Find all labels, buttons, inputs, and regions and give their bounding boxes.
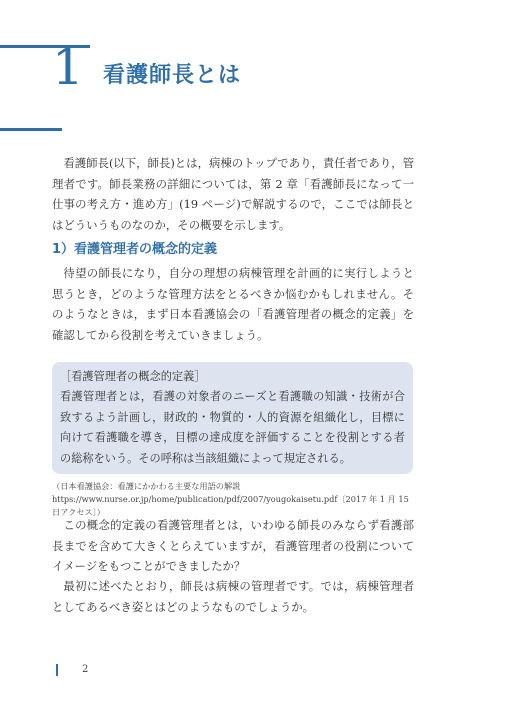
chapter-title: 看護師長とは xyxy=(103,63,242,88)
citation: （日本看護協会：看護にかかわる主要な用語の解説 https://www.nurse.or.jp/home/publication/pdf/2007/yougokaisetu.pdf〔2017 年 1 月 15 日アクセス〕） xyxy=(52,481,409,517)
definition-title: ［看護管理者の概念的定義］ xyxy=(60,370,206,383)
chapter-number: 1 xyxy=(52,38,84,96)
body-paragraph-2: この概念的定義の看護管理者とは，いわゆる師長のみならず看護部長までを含めて大きくとらえていますが，看護管理者の役割についてイメージをもつことができましたか？ xyxy=(52,518,414,573)
page-number: 2 xyxy=(82,664,89,675)
footer-marker xyxy=(56,664,58,676)
section-heading: 1）看護管理者の概念的定義 xyxy=(52,242,218,257)
definition-body: 看護管理者とは，看護の対象者のニーズと看護職の知識・技術が合致するよう計画し，財政的・物質的・人的資源を組織化し，目標に向けて看護職を導き，目標の達成度を評価することを役割とする者の総称をいう。その呼称は当該組織によって規定される。 xyxy=(60,390,405,465)
body-paragraph-1: 待望の師長になり，自分の理想の病棟管理を計画的に実行しようと思うとき，どのような管理方法をとるべきか悩むかもしれません。そのようなときは，まず日本看護協会の「看護管理者の概念的定義」を確認してから役割を考えていきましょう。 xyxy=(52,266,414,342)
body-paragraph-3: 最初に述べたとおり，師長は病棟の管理者です。では，病棟管理者としてあるべき姿とはどのようなものでしょうか。 xyxy=(52,579,414,614)
definition-box xyxy=(52,362,413,474)
intro-paragraph: 看護師長(以下，師長)とは，病棟のトップであり，責任者であり，管理者です。師長業務の詳細については，第 2 章「看護師長になって一仕事の考え方・進め方」(19 ページ)で解説するので，ここでは師長とはどういうものなのか，その概要を示します。 xyxy=(52,156,414,232)
chapter-rule-bottom xyxy=(0,128,62,131)
